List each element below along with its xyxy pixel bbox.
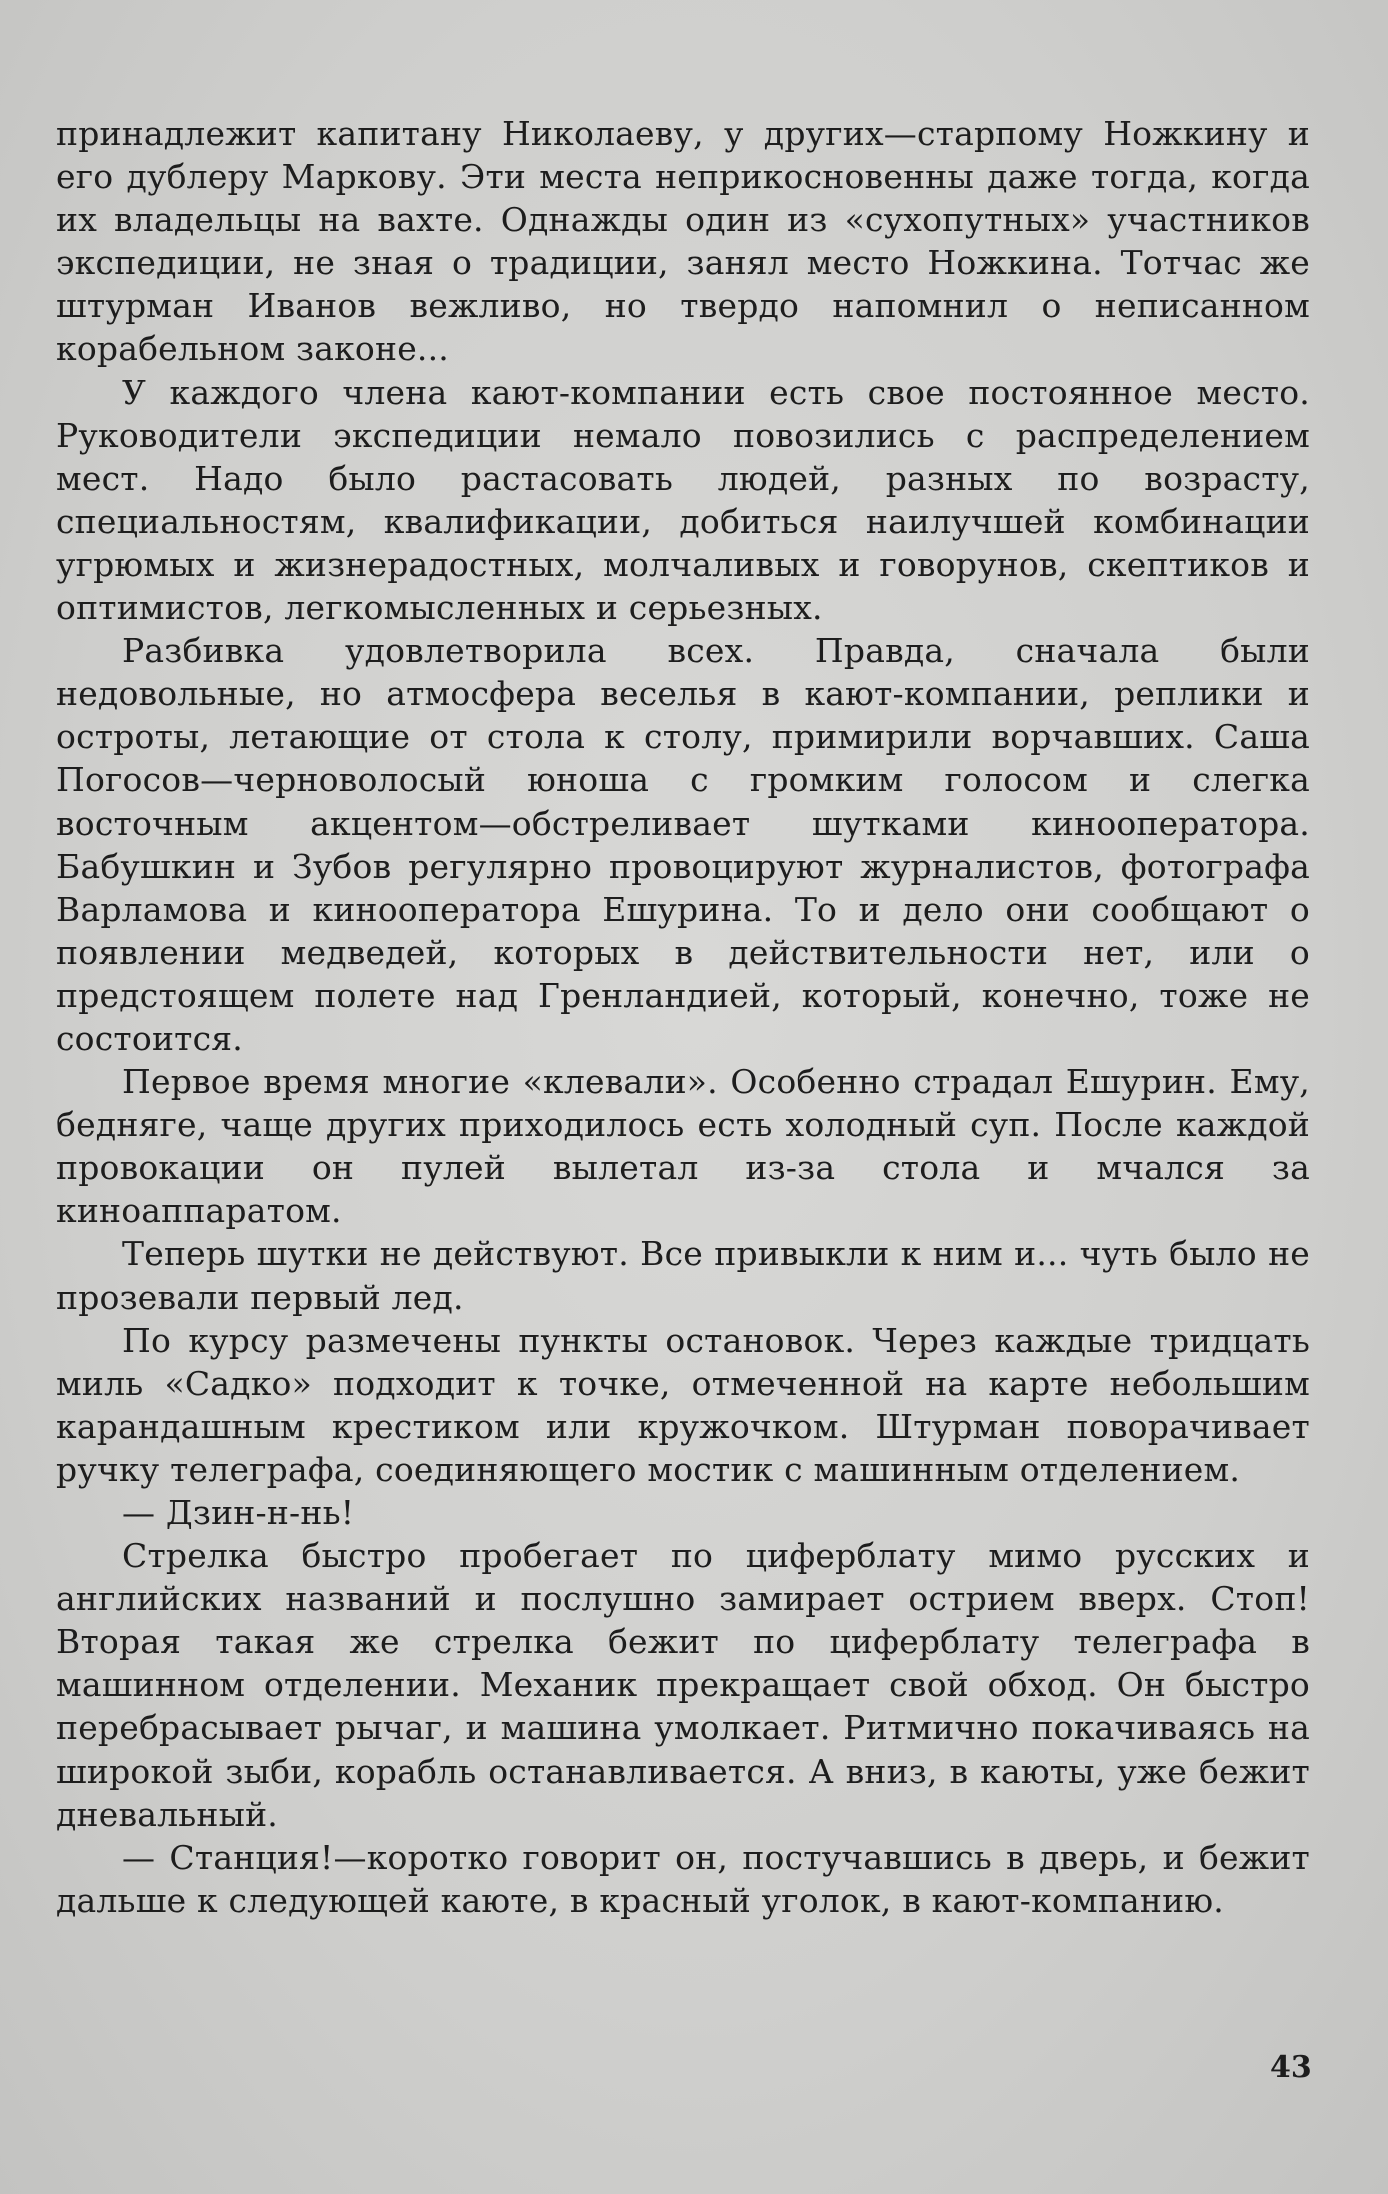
paragraph-2: У каждого члена кают-компании есть свое постоянное место. Руководители экспедиции немало повозились с распределением мест. Надо было растасовать людей, разных по возрасту, специальностям, квалификации, добиться наилучшей комбинации угрюмых и жизнерадостных, молчаливых и говорунов, скептиков и оптимистов, легкомысленных и серьезных. <box>56 372 1310 628</box>
paragraph-7: — Дзин-н-нь! <box>122 1493 355 1532</box>
body-text <box>56 112 1310 1922</box>
paragraph-6: По курсу размечены пункты остановок. Через каждые тридцать миль «Садко» подходит к точке, отмеченной на карте небольшим карандашным крестиком или кружочком. Штурман поворачивает ручку телеграфа, соединяющего мостик с машинным отделением. <box>56 1320 1310 1489</box>
paragraph-9: — Станция!—коротко говорит он, постучавшись в дверь, и бежит дальше к следующей каюте, в красный уголок, в кают-компанию. <box>56 1837 1310 1920</box>
paragraph-4: Первое время многие «клевали». Особенно страдал Ешурин. Ему, бедняге, чаще других приходилось есть холодный суп. После каждой провокации он пулей вылетал из-за стола и мчался за киноаппаратом. <box>56 1062 1310 1231</box>
paragraph-1: принадлежит капитану Николаеву, у других—старпому Ножкину и его дублеру Маркову. Эти места неприкосновенны даже тогда, когда их владельцы на вахте. Однажды один из «сухопутных» участников экспедиции, не зная о традиции, занял место Ножкина. Тотчас же штурман Иванов вежливо, но твердо напомнил о неписанном корабельном законе... <box>56 114 1310 369</box>
paragraph-3: Разбивка удовлетворила всех. Правда, сначала были недовольные, но атмосфера веселья в кают-компании, реплики и остроты, летающие от стола к столу, примирили ворчавших. Саша Погосов—черноволосый юноша с громким голосом и слегка восточным акцентом—обстреливает шутками кинооператора. Бабушкин и Зубов регулярно провоцируют журналистов, фотографа Варламова и кинооператора Ешурина. То и дело они сообщают о появлении медведей, которых в действительности нет, или о предстоящем полете над Гренландией, который, конечно, тоже не состоится. <box>56 631 1310 1058</box>
page-number: 43 <box>1270 2050 1312 2085</box>
paragraph-8: Стрелка быстро пробегает по циферблату мимо русских и английских названий и послушно замирает острием вверх. Стоп! Вторая такая же стрелка бежит по циферблату телеграфа в машинном отделении. Механик прекращает свой обход. Он быстро перебрасывает рычаг, и машина умолкает. Ритмично покачиваясь на широкой зыби, корабль останавливается. А вниз, в каюты, уже бежит дневальный. <box>56 1536 1310 1834</box>
paragraph-5: Теперь шутки не действуют. Все привыкли к ним и... чуть было не прозевали первый лед. <box>56 1234 1310 1317</box>
